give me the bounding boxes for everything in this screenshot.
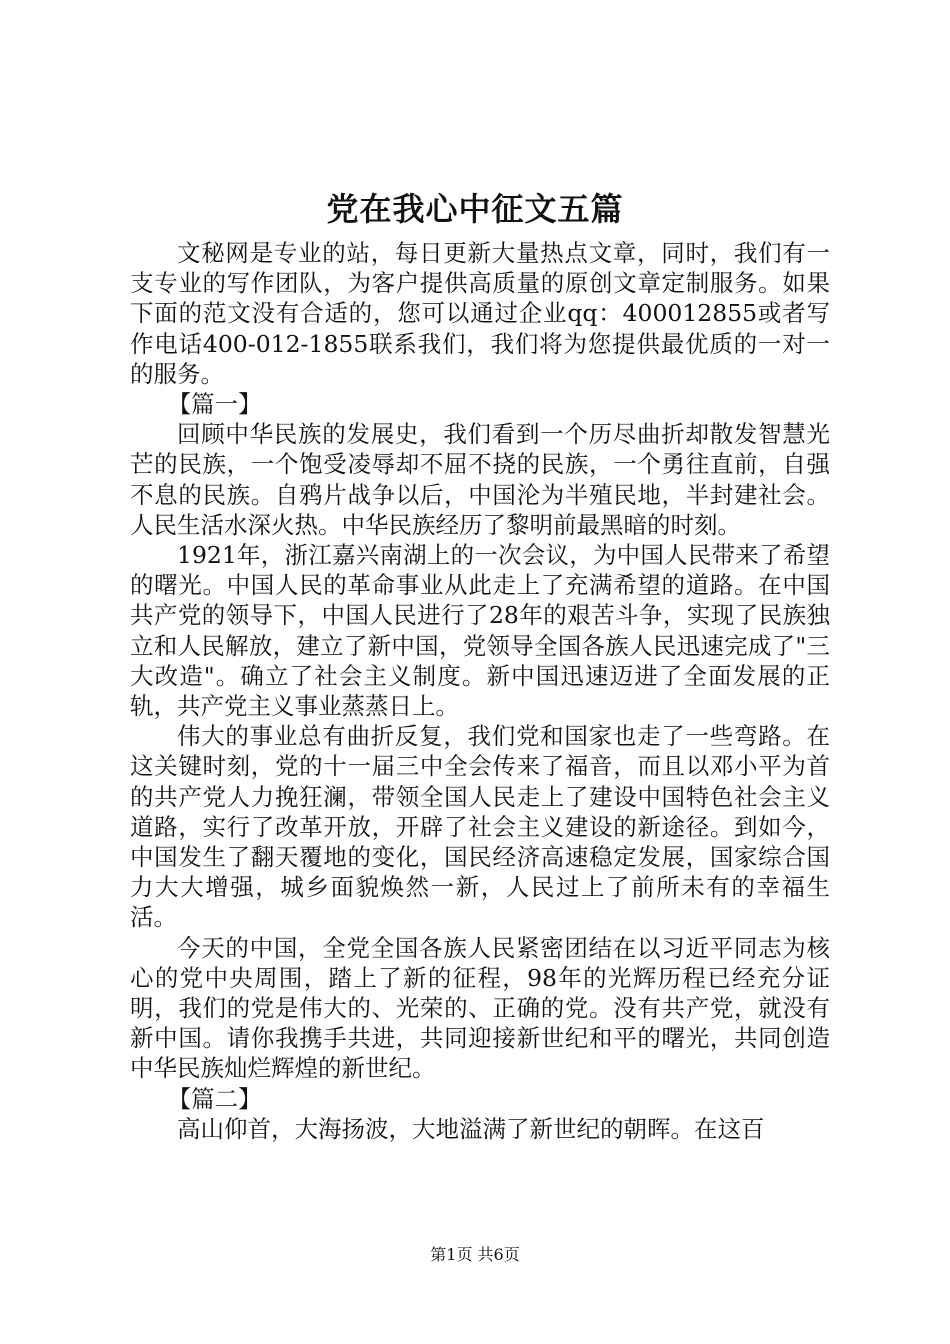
page-footer: 第1页 共6页: [430, 1245, 520, 1264]
section-heading: 【篇一】: [167, 390, 262, 419]
page-title: 党在我心中征文五篇: [326, 190, 624, 228]
document-body: [130, 238, 830, 1144]
section-heading: 【篇二】: [167, 1084, 262, 1113]
body-paragraph: 1921年，浙江嘉兴南湖上的一次会议，为中国人民带来了希望的曙光。中国人民的革命事业从此走上了充满希望的道路。在中国共产党的领导下，中国人民进行了28年的艰苦斗争，实现了民族独立和人民解放，建立了新中国，党领导全国各族人民迅速完成了"三大改造"。确立了社会主义制度。新中国迅速迈进了全面发展的正轨，共产党主义事业蒸蒸日上。: [130, 541, 830, 721]
body-paragraph: 高山仰首，大海扬波，大地溢满了新世纪的朝晖。在这百: [177, 1114, 765, 1143]
body-paragraph: 回顾中华民族的发展史，我们看到一个历尽曲折却散发智慧光芒的民族，一个饱受凌辱却不屈不挠的民族，一个勇往直前，自强不息的民族。自鸦片战争以后，中国沦为半殖民地，半封建社会。人民生活水深火热。中华民族经历了黎明前最黑暗的时刻。: [130, 420, 830, 539]
body-paragraph: 今天的中国，全党全国各族人民紧密团结在以习近平同志为核心的党中央周围，踏上了新的征程，98年的光辉历程已经充分证明，我们的党是伟大的、光荣的、正确的党。没有共产党，就没有新中国。请你我携手共进，共同迎接新世纪和平的曙光，共同创造中华民族灿烂辉煌的新世纪。: [130, 933, 830, 1083]
body-paragraph: 伟大的事业总有曲折反复，我们党和国家也走了一些弯路。在这关键时刻，党的十一届三中全会传来了福音，而且以邓小平为首的共产党人力挽狂澜，带领全国人民走上了建设中国特色社会主义道路，实行了改革开放，开辟了社会主义建设的新途径。到如今，中国发生了翻天覆地的变化，国民经济高速稳定发展，国家综合国力大大增强，城乡面貌焕然一新，人民过上了前所未有的幸福生活。: [130, 722, 830, 932]
intro-paragraph: 文秘网是专业的站，每日更新大量热点文章，同时，我们有一支专业的写作团队，为客户提供高质量的原创文章定制服务。如果下面的范文没有合适的，您可以通过企业qq：400012855或者写作电话400-012-1855联系我们，我们将为您提供最优质的一对一的服务。: [130, 239, 830, 388]
